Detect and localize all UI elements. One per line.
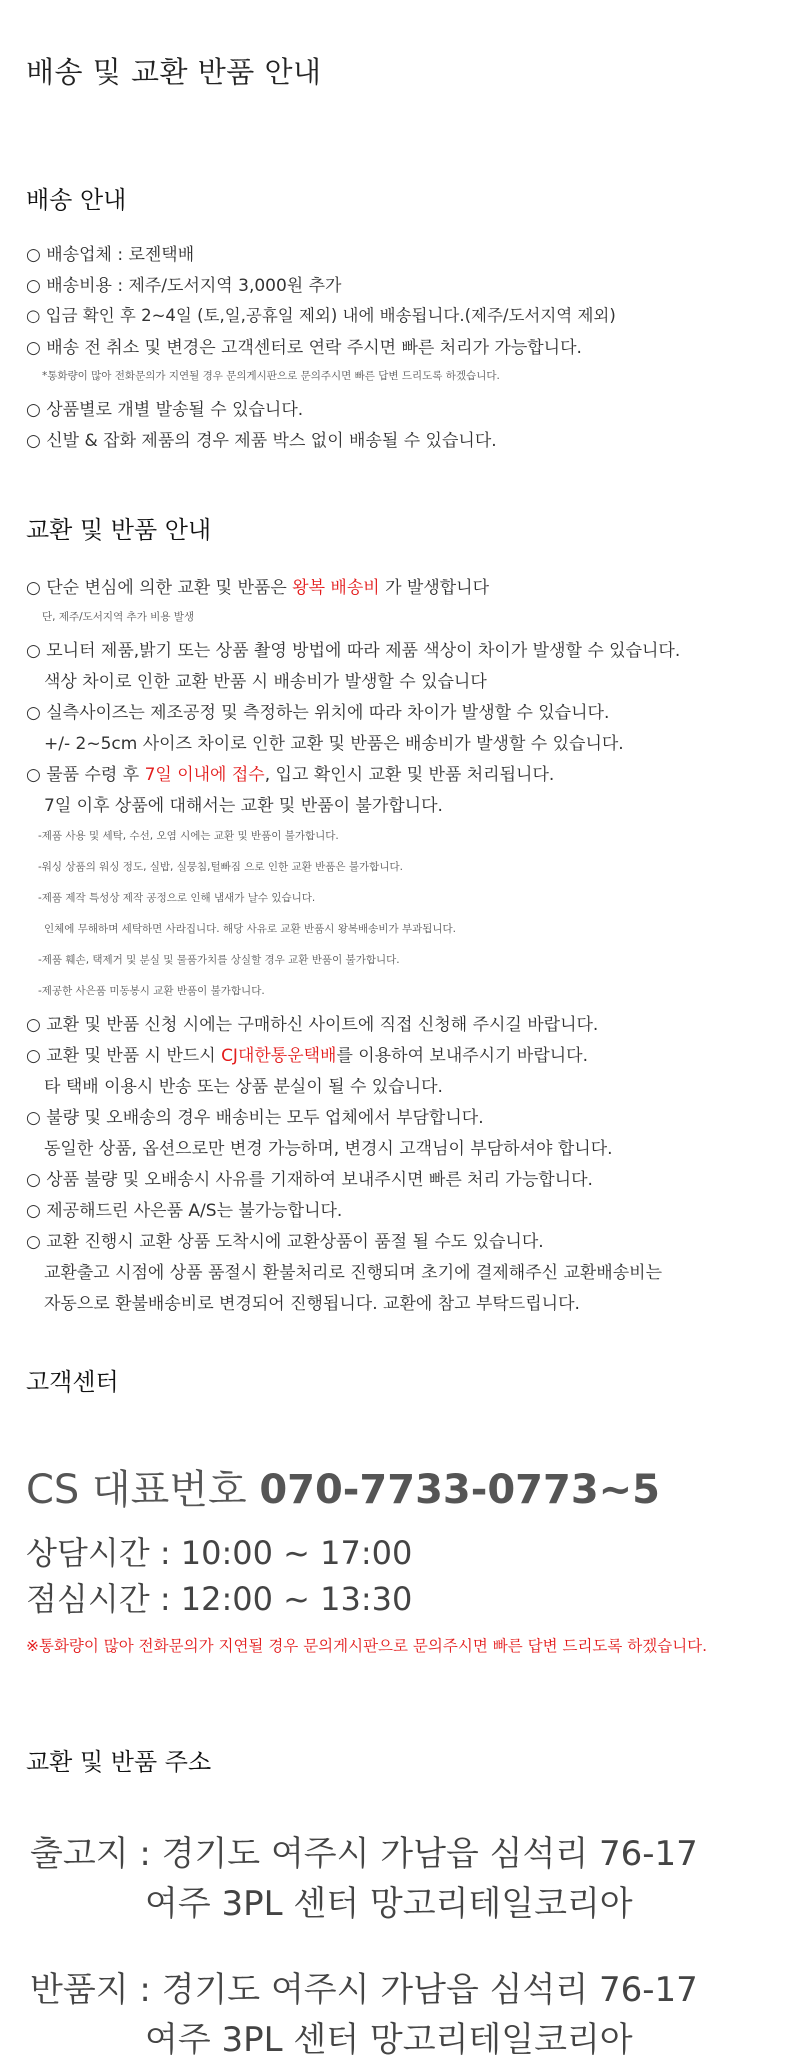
courier-highlight: CJ대한통운택배 — [221, 1046, 337, 1066]
exchange-line-2-sub: 색상 차이로 인한 교환 반품 시 배송비가 발생할 수 있습니다 — [44, 672, 487, 692]
shipping-line: ○ 배송 전 취소 및 변경은 고객센터로 연락 주시면 빠른 처리가 가능합니다. — [26, 338, 582, 358]
cs-hours: 상담시간 : 10:00 ~ 17:00 — [26, 1534, 413, 1572]
exchange-heading: 교환 및 반품 안내 — [26, 516, 212, 544]
release-address-line2: 여주 3PL 센터 망고리테일코리아 — [145, 1884, 633, 1924]
exchange-note: -제품 훼손, 택제거 및 분실 및 물품가치를 상실할 경우 교환 반품이 불가합니다. — [38, 954, 400, 966]
round-trip-fee-highlight: 왕복 배송비 — [292, 578, 380, 598]
shipping-heading: 배송 안내 — [26, 186, 127, 214]
shipping-line: ○ 배송업체 : 로젠택배 — [26, 245, 195, 265]
exchange-note: -제품 제작 특성상 제작 공정으로 인해 냄새가 날수 있습니다. — [38, 892, 316, 904]
return-address-line2: 여주 3PL 센터 망고리테일코리아 — [145, 2020, 633, 2060]
exchange-note: 인체에 무해하며 세탁하면 사라집니다. 해당 사유로 교환 반품시 왕복배송비가 부과됩니다. — [44, 923, 457, 935]
exchange-line-7-sub: 동일한 상품, 옵션으로만 변경 가능하며, 변경시 고객님이 부담하셔야 합니다. — [44, 1139, 613, 1159]
return-address: 반품지 : 경기도 여주시 가남읍 심석리 76-17 — [30, 1970, 698, 2010]
exchange-line-8: ○ 상품 불량 및 오배송시 사유를 기재하여 보내주시면 빠른 처리 가능합니다. — [26, 1170, 593, 1190]
shipping-note: *통화량이 많아 전화문의가 지연될 경우 문의게시판으로 문의주시면 빠른 답변 드리도록 하겠습니다. — [42, 370, 500, 382]
seven-day-highlight: 7일 이내에 접수 — [144, 765, 265, 785]
exchange-note: -워싱 상품의 워싱 정도, 실밥, 실뭉침,털빠짐 으로 인한 교환 반품은 불가합니다. — [38, 861, 403, 873]
shipping-line: ○ 신발 & 잡화 제품의 경우 제품 박스 없이 배송될 수 있습니다. — [26, 431, 497, 451]
cs-heading: 고객센터 — [26, 1368, 119, 1396]
exchange-line-3: ○ 실측사이즈는 제조공정 및 측정하는 위치에 따라 차이가 발생할 수 있습니다. — [26, 703, 610, 723]
exchange-line-7: ○ 불량 및 오배송의 경우 배송비는 모두 업체에서 부담합니다. — [26, 1108, 484, 1128]
exchange-line-1: ○ 단순 변심에 의한 교환 및 반품은 왕복 배송비 가 발생합니다 — [26, 578, 490, 598]
exchange-note: -제공한 사은품 미동봉시 교환 반품이 불가합니다. — [38, 985, 265, 997]
exchange-note: -제품 사용 및 세탁, 수선, 오염 시에는 교환 및 반품이 불가합니다. — [38, 830, 339, 842]
exchange-line-4-sub: 7일 이후 상품에 대해서는 교환 및 반품이 불가합니다. — [44, 796, 443, 816]
exchange-line-10-sub: 자동으로 환불배송비로 변경되어 진행됩니다. 교환에 참고 부탁드립니다. — [44, 1294, 580, 1314]
shipping-line: ○ 상품별로 개별 발송될 수 있습니다. — [26, 400, 304, 420]
shipping-line: ○ 입금 확인 후 2~4일 (토,일,공휴일 제외) 내에 배송됩니다.(제주/도서지역 제외) — [26, 306, 616, 325]
exchange-line-5: ○ 교환 및 반품 신청 시에는 구매하신 사이트에 직접 신청해 주시길 바랍니다. — [26, 1015, 599, 1035]
exchange-line-10-sub: 교환출고 시점에 상품 품절시 환불처리로 진행되며 초기에 결제해주신 교환배송비는 — [44, 1263, 662, 1283]
cs-notice: ※통화량이 많아 전화문의가 지연될 경우 문의게시판으로 문의주시면 빠른 답변 드리도록 하겠습니다. — [26, 1637, 708, 1655]
cs-phone: CS 대표번호 070-7733-0773~5 — [26, 1467, 661, 1513]
cs-phone-number: 070-7733-0773~5 — [259, 1467, 661, 1513]
exchange-line-6: ○ 교환 및 반품 시 반드시 CJ대한통운택배를 이용하여 보내주시기 바랍니다. — [26, 1046, 589, 1066]
exchange-line-6-sub: 타 택배 이용시 반송 또는 상품 분실이 될 수 있습니다. — [44, 1077, 443, 1097]
exchange-line-1-sub: 단, 제주/도서지역 추가 비용 발생 — [42, 611, 195, 623]
page-title: 배송 및 교환 반품 안내 — [26, 55, 322, 89]
shipping-line: ○ 배송비용 : 제주/도서지역 3,000원 추가 — [26, 276, 342, 296]
release-address: 출고지 : 경기도 여주시 가남읍 심석리 76-17 — [30, 1834, 698, 1874]
exchange-line-4: ○ 물품 수령 후 7일 이내에 접수, 입고 확인시 교환 및 반품 처리됩니다. — [26, 765, 555, 785]
exchange-line-10: ○ 교환 진행시 교환 상품 도착시에 교환상품이 품절 될 수도 있습니다. — [26, 1232, 544, 1252]
release-label: 출고지 : — [30, 1834, 162, 1874]
exchange-line-3-sub: +/- 2~5cm 사이즈 차이로 인한 교환 및 반품은 배송비가 발생할 수 있습니다. — [44, 734, 624, 754]
exchange-line-2: ○ 모니터 제품,밝기 또는 상품 촬영 방법에 따라 제품 색상이 차이가 발생할 수 있습니다. — [26, 641, 681, 661]
address-heading: 교환 및 반품 주소 — [26, 1748, 212, 1776]
cs-lunch: 점심시간 : 12:00 ~ 13:30 — [26, 1580, 413, 1618]
exchange-line-9: ○ 제공해드린 사은품 A/S는 불가능합니다. — [26, 1201, 343, 1221]
return-label: 반품지 : — [30, 1970, 162, 2010]
